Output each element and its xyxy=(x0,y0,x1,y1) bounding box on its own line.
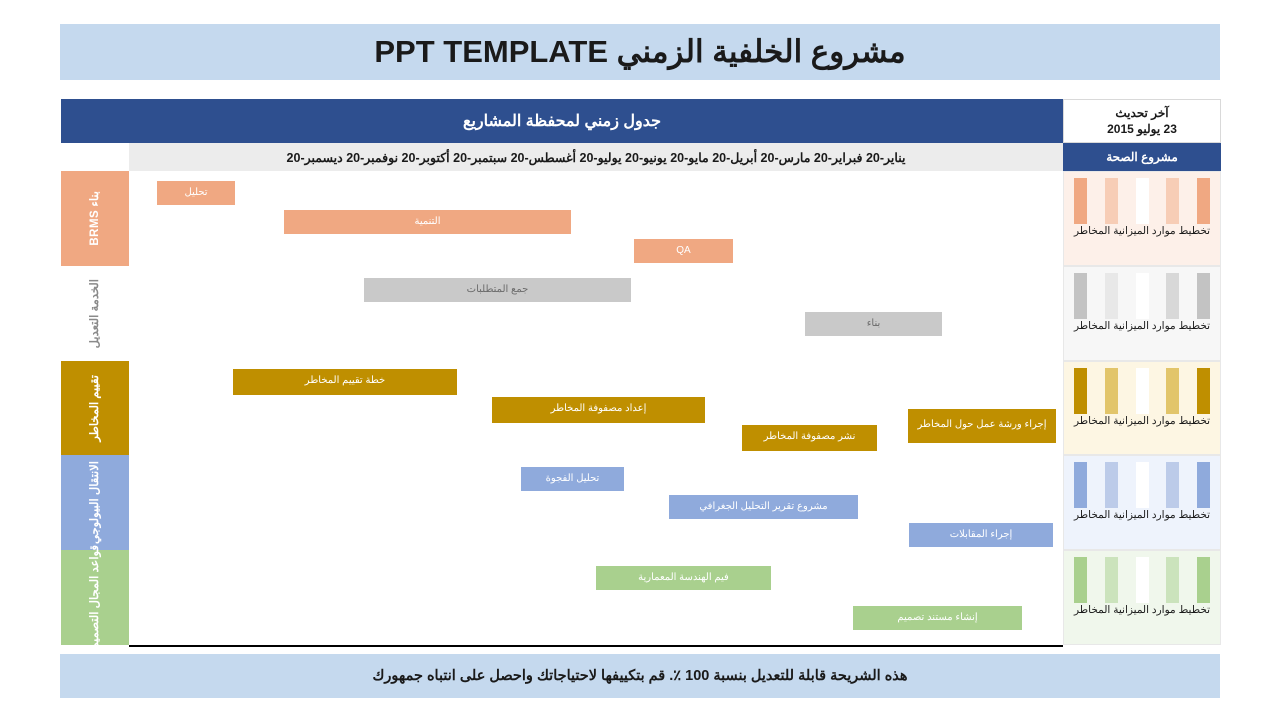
gantt-bar[interactable]: إنشاء مستند تصميم xyxy=(853,606,1022,630)
gantt-bar[interactable]: تحليل الفجوة xyxy=(521,467,624,491)
legend-mini-chart xyxy=(1064,362,1220,414)
legend-caption: تخطيط موارد الميزانية المخاطر xyxy=(1074,224,1211,237)
last-update-date: 23 يوليو 2015 xyxy=(1107,122,1177,136)
row-label-text: الخدمة التعديل xyxy=(89,278,101,348)
gantt-bar[interactable]: مشروع تقرير التحليل الجغرافي xyxy=(669,495,858,519)
gantt-bar[interactable]: فيم الهندسة المعمارية xyxy=(596,566,771,590)
legend-mini-bar xyxy=(1074,557,1087,603)
gantt-bar[interactable]: بناء xyxy=(805,312,942,336)
timeline-header-title: جدول زمني لمحفظة المشاريع xyxy=(462,113,662,130)
slide-title-bar xyxy=(60,24,1220,80)
last-update-label: آخر تحديث xyxy=(1115,105,1169,120)
row-track xyxy=(129,171,1063,268)
gantt-bar[interactable]: تحليل xyxy=(157,181,235,205)
gantt-bar[interactable]: خطة تقييم المخاطر xyxy=(233,369,457,395)
row-track xyxy=(129,266,1063,363)
legend-mini-bar xyxy=(1166,557,1179,603)
gantt-bar[interactable]: إجراء ورشة عمل حول المخاطر xyxy=(908,409,1056,443)
legend-mini-bar xyxy=(1166,273,1179,319)
legend-mini-bar xyxy=(1136,368,1149,414)
months-axis xyxy=(129,143,1063,171)
slide-footer xyxy=(60,654,1220,698)
footer-text: هذه الشريحة قابلة للتعديل بنسبة 100 ٪. قم بتكييفها لاحتياجاتك واحصل على انتباه جمهورك xyxy=(372,668,908,684)
timeline-row xyxy=(61,361,1221,456)
timeline-header xyxy=(61,99,1063,143)
row-label-text: الانتقال البيولوجي xyxy=(89,461,101,545)
row-legend xyxy=(1063,361,1221,456)
gantt-bar[interactable]: QA xyxy=(634,239,733,263)
row-track xyxy=(129,550,1063,647)
legend-mini-chart xyxy=(1064,172,1220,224)
legend-caption: تخطيط موارد الميزانية المخاطر xyxy=(1074,604,1211,617)
last-update-box xyxy=(1063,99,1221,143)
page-title: مشروع الخلفية الزمني PPT TEMPLATE xyxy=(374,34,906,69)
row-label-4 xyxy=(61,455,129,550)
legend-caption: تخطيط موارد الميزانية المخاطر xyxy=(1074,414,1211,427)
legend-mini-bar xyxy=(1136,178,1149,224)
row-legend xyxy=(1063,266,1221,361)
legend-mini-bar xyxy=(1105,178,1118,224)
legend-mini-bar xyxy=(1166,462,1179,508)
legend-mini-bar xyxy=(1197,178,1210,224)
legend-mini-bar xyxy=(1074,178,1087,224)
project-badge: مشروع الصحة xyxy=(1063,143,1221,171)
row-label-text: تقييم المخاطر xyxy=(89,374,101,442)
legend-mini-bar xyxy=(1197,462,1210,508)
row-legend xyxy=(1063,171,1221,266)
legend-mini-bar xyxy=(1074,368,1087,414)
legend-caption: تخطيط موارد الميزانية المخاطر xyxy=(1074,509,1211,522)
row-label-1 xyxy=(61,171,129,266)
legend-mini-bar xyxy=(1074,273,1087,319)
legend-mini-bar xyxy=(1197,368,1210,414)
legend-mini-chart xyxy=(1064,551,1220,603)
legend-mini-bar xyxy=(1166,178,1179,224)
timeline-row xyxy=(61,266,1221,361)
row-label-text: قواعد المجال التصميم xyxy=(89,545,101,650)
timeline-frame xyxy=(60,98,1222,650)
legend-mini-bar xyxy=(1136,557,1149,603)
row-legend xyxy=(1063,455,1221,550)
legend-mini-bar xyxy=(1105,273,1118,319)
months-row-spacer xyxy=(61,143,129,171)
legend-mini-bar xyxy=(1197,557,1210,603)
row-label-2 xyxy=(61,266,129,361)
row-legend xyxy=(1063,550,1221,645)
months-axis-labels: يناير-20 فبراير-20 مارس-20 أبريل-20 مايو-20 يونيو-20 يوليو-20 أغسطس-20 سبتمبر-20 أكتوبر-20 نوفمبر-20 ديسمبر-20 xyxy=(286,150,906,165)
legend-mini-bar xyxy=(1105,462,1118,508)
legend-caption: تخطيط موارد الميزانية المخاطر xyxy=(1074,319,1211,332)
legend-mini-chart xyxy=(1064,456,1220,508)
row-label-3 xyxy=(61,361,129,456)
row-label-5 xyxy=(61,545,129,650)
legend-mini-bar xyxy=(1105,557,1118,603)
timeline-row xyxy=(61,545,1221,650)
legend-mini-bar xyxy=(1105,368,1118,414)
legend-mini-chart xyxy=(1064,267,1220,319)
legend-mini-bar xyxy=(1197,273,1210,319)
gantt-bar[interactable]: نشر مصفوفة المخاطر xyxy=(742,425,877,451)
legend-mini-bar xyxy=(1136,462,1149,508)
timeline-row xyxy=(61,455,1221,550)
gantt-bar[interactable]: إجراء المقابلات xyxy=(909,523,1053,547)
gantt-bar[interactable]: جمع المتطلبات xyxy=(364,278,631,302)
gantt-bar[interactable]: إعداد مصفوفة المخاطر xyxy=(492,397,705,423)
row-track xyxy=(129,455,1063,552)
timeline-row xyxy=(61,171,1221,266)
row-track xyxy=(129,361,1063,458)
legend-mini-bar xyxy=(1136,273,1149,319)
row-label-text: بناء BRMS xyxy=(89,191,101,246)
legend-mini-bar xyxy=(1074,462,1087,508)
gantt-bar[interactable]: التنمية xyxy=(284,210,571,234)
legend-mini-bar xyxy=(1166,368,1179,414)
